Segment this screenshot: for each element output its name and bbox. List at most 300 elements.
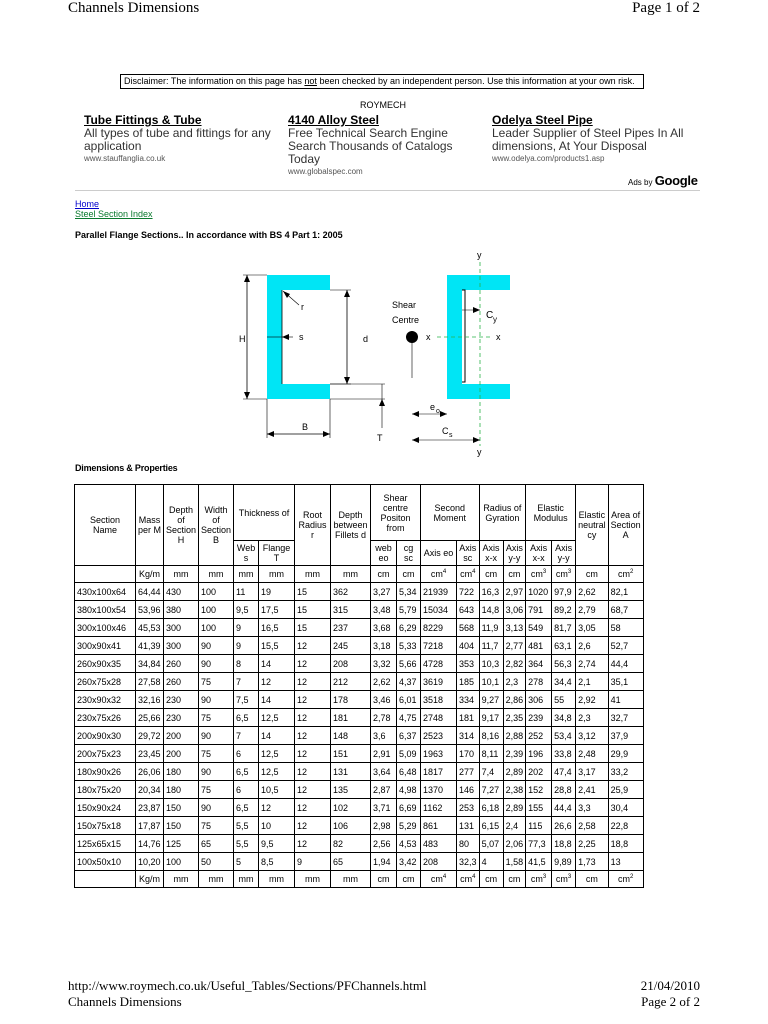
table-cell: 41,5: [526, 853, 552, 871]
label-cy-c: C: [486, 310, 494, 321]
unit-cell: mm: [259, 871, 295, 888]
table-cell: 82: [331, 835, 371, 853]
th-axis-eo: Axis eo: [421, 541, 457, 566]
label-r: r: [301, 302, 304, 312]
unit-cell: cm: [371, 566, 397, 583]
table-cell: 8,5: [259, 853, 295, 871]
table-cell: 245: [331, 637, 371, 655]
table-cell: 237: [331, 619, 371, 637]
table-cell: 26,6: [552, 817, 576, 835]
table-cell: 148: [331, 727, 371, 745]
label-x-right: x: [496, 332, 501, 342]
unit-cell: mm: [331, 566, 371, 583]
label-cs-c: C: [442, 426, 449, 436]
table-cell: 1020: [526, 583, 552, 601]
table-cell: 41: [608, 691, 643, 709]
table-cell: 2,98: [371, 817, 397, 835]
footer-page-number: Page 2 of 2: [641, 994, 700, 1009]
table-cell: 5,66: [397, 655, 421, 673]
table-cell: 3,27: [371, 583, 397, 601]
table-cell: 306: [526, 691, 552, 709]
table-cell: 13: [608, 853, 643, 871]
th-axis-sc: Axis sc: [457, 541, 480, 566]
th-shear-centre: Shear centre Positon from: [371, 485, 421, 541]
dimensions-heading: Dimensions & Properties: [75, 463, 178, 473]
unit-cell: cm: [397, 566, 421, 583]
unit-cell: cm: [576, 871, 609, 888]
table-cell: 100: [164, 853, 199, 871]
unit-cell: mm: [234, 566, 259, 583]
table-cell: 125: [164, 835, 199, 853]
th-rg-yy: Axis y-y: [503, 541, 526, 566]
table-cell: 44,4: [552, 799, 576, 817]
section-name-cell: 260x90x35: [75, 655, 136, 673]
table-cell: 4,98: [397, 781, 421, 799]
table-cell: 9,5: [234, 601, 259, 619]
table-cell: 2,74: [576, 655, 609, 673]
ad-3-title[interactable]: Odelya Steel Pipe: [492, 113, 593, 127]
ad-1-url[interactable]: www.stauffanglia.co.uk: [84, 154, 166, 163]
section-name-cell: 125x65x15: [75, 835, 136, 853]
table-row: [75, 637, 644, 655]
table-cell: 32,16: [136, 691, 164, 709]
table-cell: 55: [552, 691, 576, 709]
table-cell: 2,97: [503, 583, 526, 601]
table-row: [75, 709, 644, 727]
th-cg-sc: cg sc: [397, 541, 421, 566]
table-cell: 1,94: [371, 853, 397, 871]
table-cell: 3,06: [503, 601, 526, 619]
table-cell: 90: [199, 691, 234, 709]
th-em-xx: Axis x-x: [526, 541, 552, 566]
table-cell: 6,48: [397, 763, 421, 781]
ad-3[interactable]: [492, 113, 687, 164]
table-cell: 29,9: [608, 745, 643, 763]
table-cell: 15,5: [259, 637, 295, 655]
table-cell: 3619: [421, 673, 457, 691]
section-name-cell: 300x90x41: [75, 637, 136, 655]
table-cell: 6,01: [397, 691, 421, 709]
table-cell: 75: [199, 673, 234, 691]
table-cell: 19: [259, 583, 295, 601]
table-cell: 155: [526, 799, 552, 817]
unit-cell: Kg/m: [136, 871, 164, 888]
section-name-cell: 300x100x46: [75, 619, 136, 637]
table-cell: 3,32: [371, 655, 397, 673]
table-cell: 32,7: [608, 709, 643, 727]
table-cell: 2,89: [503, 799, 526, 817]
ad-2[interactable]: [288, 113, 483, 177]
table-cell: 15034: [421, 601, 457, 619]
table-cell: 8229: [421, 619, 457, 637]
table-cell: 52,7: [608, 637, 643, 655]
table-row: [75, 583, 644, 601]
ad-1[interactable]: [84, 113, 279, 164]
table-cell: 9,27: [479, 691, 503, 709]
table-cell: 260: [164, 673, 199, 691]
table-cell: 12: [295, 691, 331, 709]
unit-cell: [75, 871, 136, 888]
table-cell: 2,88: [503, 727, 526, 745]
table-cell: 12: [295, 709, 331, 727]
table-cell: 6,15: [479, 817, 503, 835]
table-cell: 483: [421, 835, 457, 853]
table-cell: 181: [457, 709, 480, 727]
table-cell: 10,3: [479, 655, 503, 673]
table-cell: 10,5: [259, 781, 295, 799]
disclaimer-text-2: been checked by an independent person. Use this information at your own risk.: [316, 76, 635, 86]
footer-url: http://www.roymech.co.uk/Useful_Tables/Sections/PFChannels.html: [68, 978, 427, 993]
label-y-bottom: y: [477, 447, 482, 457]
table-cell: 53,96: [136, 601, 164, 619]
table-row: [75, 673, 644, 691]
table-cell: 26,06: [136, 763, 164, 781]
table-cell: 2,35: [503, 709, 526, 727]
unit-cell: $cm^3$: [552, 566, 576, 583]
table-cell: 2,6: [576, 637, 609, 655]
label-shear: Shear: [392, 300, 417, 310]
table-cell: 252: [526, 727, 552, 745]
table-cell: 10: [259, 817, 295, 835]
table-cell: 5,79: [397, 601, 421, 619]
table-cell: 15: [295, 583, 331, 601]
table-cell: 17,87: [136, 817, 164, 835]
table-cell: 9: [295, 853, 331, 871]
table-cell: 200: [164, 727, 199, 745]
table-cell: 135: [331, 781, 371, 799]
table-cell: 5,5: [234, 817, 259, 835]
table-cell: 90: [199, 799, 234, 817]
table-cell: 23,45: [136, 745, 164, 763]
unit-cell: mm: [295, 871, 331, 888]
table-cell: 12: [295, 799, 331, 817]
table-cell: 260: [164, 655, 199, 673]
table-cell: 89,2: [552, 601, 576, 619]
table-cell: 2,39: [503, 745, 526, 763]
table-cell: 27,58: [136, 673, 164, 691]
th-area: Area of Section A: [608, 485, 643, 566]
table-row: [75, 727, 644, 745]
table-cell: 6,5: [234, 709, 259, 727]
table-cell: 2,87: [371, 781, 397, 799]
table-cell: 41,39: [136, 637, 164, 655]
table-cell: 3,64: [371, 763, 397, 781]
table-cell: 16,5: [259, 619, 295, 637]
table-cell: 29,72: [136, 727, 164, 745]
th-web-eo: web eo: [371, 541, 397, 566]
table-cell: 16,3: [479, 583, 503, 601]
label-centre: Centre: [392, 315, 420, 325]
ad-2-title[interactable]: 4140 Alloy Steel: [288, 113, 379, 127]
table-cell: 861: [421, 817, 457, 835]
table-cell: 12: [295, 835, 331, 853]
table-cell: 65: [331, 853, 371, 871]
th-root-radius: Root Radius r: [295, 485, 331, 566]
table-cell: 12: [295, 637, 331, 655]
table-cell: 23,87: [136, 799, 164, 817]
table-cell: 181: [331, 709, 371, 727]
table-cell: 208: [421, 853, 457, 871]
table-cell: 7,5: [234, 691, 259, 709]
unit-cell: mm: [164, 566, 199, 583]
ads-by-google[interactable]: [628, 173, 698, 188]
table-cell: 22,8: [608, 817, 643, 835]
th-depth: Depth of Section H: [164, 485, 199, 566]
unit-cell: $cm^2$: [608, 871, 643, 888]
label-h: H: [239, 334, 246, 344]
table-cell: 45,53: [136, 619, 164, 637]
table-cell: 1817: [421, 763, 457, 781]
table-cell: 12: [295, 781, 331, 799]
section-name-cell: 230x90x32: [75, 691, 136, 709]
ad-2-desc: Free Technical Search Engine Search Thousands of Catalogs Today: [288, 126, 453, 166]
unit-cell: mm: [199, 566, 234, 583]
table-row: [75, 655, 644, 673]
table-cell: 5,33: [397, 637, 421, 655]
unit-cell: $cm^4$: [457, 871, 480, 888]
table-cell: 82,1: [608, 583, 643, 601]
table-cell: 8,16: [479, 727, 503, 745]
unit-cell: cm: [503, 566, 526, 583]
section-name-cell: 200x90x30: [75, 727, 136, 745]
table-cell: 3,48: [371, 601, 397, 619]
label-cy-y: y: [493, 315, 497, 324]
table-cell: 34,4: [552, 673, 576, 691]
table-cell: 12: [295, 673, 331, 691]
home-link[interactable]: Home: [75, 199, 100, 209]
table-cell: 6,5: [234, 763, 259, 781]
table-cell: 9,89: [552, 853, 576, 871]
table-cell: 20,34: [136, 781, 164, 799]
table-cell: 90: [199, 727, 234, 745]
table-cell: 6,5: [234, 799, 259, 817]
table-cell: 1963: [421, 745, 457, 763]
table-row: [75, 601, 644, 619]
ads-by-prefix: Ads by: [628, 178, 655, 187]
table-cell: 10,1: [479, 673, 503, 691]
table-cell: 150: [164, 817, 199, 835]
table-cell: 7,27: [479, 781, 503, 799]
table-cell: 10,20: [136, 853, 164, 871]
table-cell: 9: [234, 619, 259, 637]
ad-1-desc: All types of tube and fittings for any application: [84, 126, 271, 153]
th-rg-xx: Axis x-x: [479, 541, 503, 566]
unit-cell: mm: [234, 871, 259, 888]
section-name-cell: 150x75x18: [75, 817, 136, 835]
th-section-name: Section Name: [75, 485, 136, 566]
table-cell: 2,41: [576, 781, 609, 799]
ad-3-desc: Leader Supplier of Steel Pipes In All dimensions, At Your Disposal: [492, 126, 684, 153]
table-cell: 75: [199, 817, 234, 835]
label-d: d: [363, 334, 369, 344]
table-cell: 2,38: [503, 781, 526, 799]
table-cell: 208: [331, 655, 371, 673]
ad-1-title[interactable]: Tube Fittings & Tube: [84, 113, 202, 127]
unit-cell: $cm^3$: [552, 871, 576, 888]
table-cell: 14: [259, 727, 295, 745]
table-cell: 3,05: [576, 619, 609, 637]
th-web: Web s: [234, 541, 259, 566]
table-cell: 180: [164, 781, 199, 799]
table-cell: 15: [295, 601, 331, 619]
table-cell: 80: [457, 835, 480, 853]
table-cell: 12: [295, 727, 331, 745]
table-cell: 32,3: [457, 853, 480, 871]
table-cell: 643: [457, 601, 480, 619]
th-radius-gyration: Radius of Gyration: [479, 485, 526, 541]
table-cell: 2,4: [503, 817, 526, 835]
table-cell: 2,91: [371, 745, 397, 763]
label-t: T: [377, 433, 383, 443]
th-thickness: Thickness of: [234, 485, 295, 541]
page-header-page-number: Page 1 of 2: [632, 0, 700, 16]
table-cell: 17,5: [259, 601, 295, 619]
table-cell: 2,89: [503, 763, 526, 781]
table-cell: 3,71: [371, 799, 397, 817]
table-cell: 549: [526, 619, 552, 637]
table-cell: 9: [234, 637, 259, 655]
table-cell: 7,4: [479, 763, 503, 781]
table-cell: 6,69: [397, 799, 421, 817]
table-cell: 5,09: [397, 745, 421, 763]
table-cell: 12: [295, 745, 331, 763]
steel-section-index-link[interactable]: Steel Section Index: [75, 209, 153, 219]
table-cell: 3,17: [576, 763, 609, 781]
table-cell: 34,8: [552, 709, 576, 727]
table-cell: 90: [199, 763, 234, 781]
table-cell: 6: [234, 745, 259, 763]
table-cell: 2748: [421, 709, 457, 727]
table-cell: 12: [295, 817, 331, 835]
table-row: [75, 619, 644, 637]
ad-3-url[interactable]: www.odelya.com/products1.asp: [492, 154, 605, 163]
table-cell: 2,1: [576, 673, 609, 691]
table-cell: 2,3: [576, 709, 609, 727]
table-cell: 3,13: [503, 619, 526, 637]
table-cell: 47,4: [552, 763, 576, 781]
table-cell: 3,3: [576, 799, 609, 817]
table-cell: 2,3: [503, 673, 526, 691]
label-y-top: y: [477, 250, 482, 260]
table-cell: 300: [164, 637, 199, 655]
table-cell: 50: [199, 853, 234, 871]
table-cell: 253: [457, 799, 480, 817]
table-cell: 2,62: [371, 673, 397, 691]
table-cell: 2,06: [503, 835, 526, 853]
unit-cell: $cm^3$: [526, 871, 552, 888]
table-cell: 2,79: [576, 601, 609, 619]
table-cell: 12,5: [259, 745, 295, 763]
th-second-moment: Second Moment: [421, 485, 480, 541]
unit-cell: cm: [576, 566, 609, 583]
table-cell: 12: [295, 763, 331, 781]
table-cell: 152: [526, 781, 552, 799]
th-mass: Mass per M: [136, 485, 164, 566]
table-cell: 65: [199, 835, 234, 853]
channel-section-diagram: [225, 248, 525, 458]
table-cell: 14: [259, 655, 295, 673]
table-header-row-1: [75, 485, 644, 541]
table-cell: 2,48: [576, 745, 609, 763]
table-cell: 12,5: [259, 709, 295, 727]
unit-cell: Kg/m: [136, 566, 164, 583]
table-cell: 44,4: [608, 655, 643, 673]
table-cell: 100: [199, 601, 234, 619]
unit-cell: $cm^3$: [526, 566, 552, 583]
table-cell: 15: [295, 619, 331, 637]
table-cell: 33,2: [608, 763, 643, 781]
table-cell: 18,8: [608, 835, 643, 853]
table-cell: 5,29: [397, 817, 421, 835]
label-eo-o: o: [436, 408, 440, 415]
table-cell: 314: [457, 727, 480, 745]
table-cell: 64,44: [136, 583, 164, 601]
table-cell: 12: [295, 655, 331, 673]
table-cell: 7: [234, 727, 259, 745]
table-cell: 791: [526, 601, 552, 619]
table-cell: 11: [234, 583, 259, 601]
table-cell: 2,86: [503, 691, 526, 709]
unit-cell: cm: [479, 566, 503, 583]
page-header-title: Channels Dimensions: [68, 0, 200, 16]
table-cell: 212: [331, 673, 371, 691]
table-cell: 5,5: [234, 835, 259, 853]
table-cell: 2523: [421, 727, 457, 745]
unit-cell: $cm^4$: [457, 566, 480, 583]
table-cell: 277: [457, 763, 480, 781]
table-cell: 75: [199, 781, 234, 799]
table-cell: 3,68: [371, 619, 397, 637]
unit-cell: $cm^4$: [421, 871, 457, 888]
table-cell: 25,66: [136, 709, 164, 727]
table-row: [75, 799, 644, 817]
table-cell: 28,8: [552, 781, 576, 799]
table-cell: 8: [234, 655, 259, 673]
unit-cell: cm: [479, 871, 503, 888]
table-cell: 3,12: [576, 727, 609, 745]
label-x-left: x: [426, 332, 431, 342]
table-cell: 2,25: [576, 835, 609, 853]
section-name-cell: 180x75x20: [75, 781, 136, 799]
table-cell: 90: [199, 637, 234, 655]
unit-cell: [75, 566, 136, 583]
table-cell: 380: [164, 601, 199, 619]
ad-2-url[interactable]: www.globalspec.com: [288, 167, 363, 176]
section-name-cell: 230x75x26: [75, 709, 136, 727]
label-b: B: [302, 422, 309, 432]
section-name-cell: 180x90x26: [75, 763, 136, 781]
unit-cell: cm: [371, 871, 397, 888]
table-cell: 334: [457, 691, 480, 709]
section-name-cell: 100x50x10: [75, 853, 136, 871]
table-cell: 97,9: [552, 583, 576, 601]
table-cell: 3518: [421, 691, 457, 709]
table-cell: 722: [457, 583, 480, 601]
table-cell: 2,58: [576, 817, 609, 835]
table-cell: 9,17: [479, 709, 503, 727]
table-cell: 146: [457, 781, 480, 799]
table-row: [75, 835, 644, 853]
label-cs-s: s: [449, 432, 453, 439]
table-cell: 11,7: [479, 637, 503, 655]
th-width: Width of Section B: [199, 485, 234, 566]
table-cell: 14,76: [136, 835, 164, 853]
table-cell: 100: [199, 619, 234, 637]
table-cell: 90: [199, 655, 234, 673]
table-cell: 202: [526, 763, 552, 781]
table-row: [75, 691, 644, 709]
table-cell: 353: [457, 655, 480, 673]
